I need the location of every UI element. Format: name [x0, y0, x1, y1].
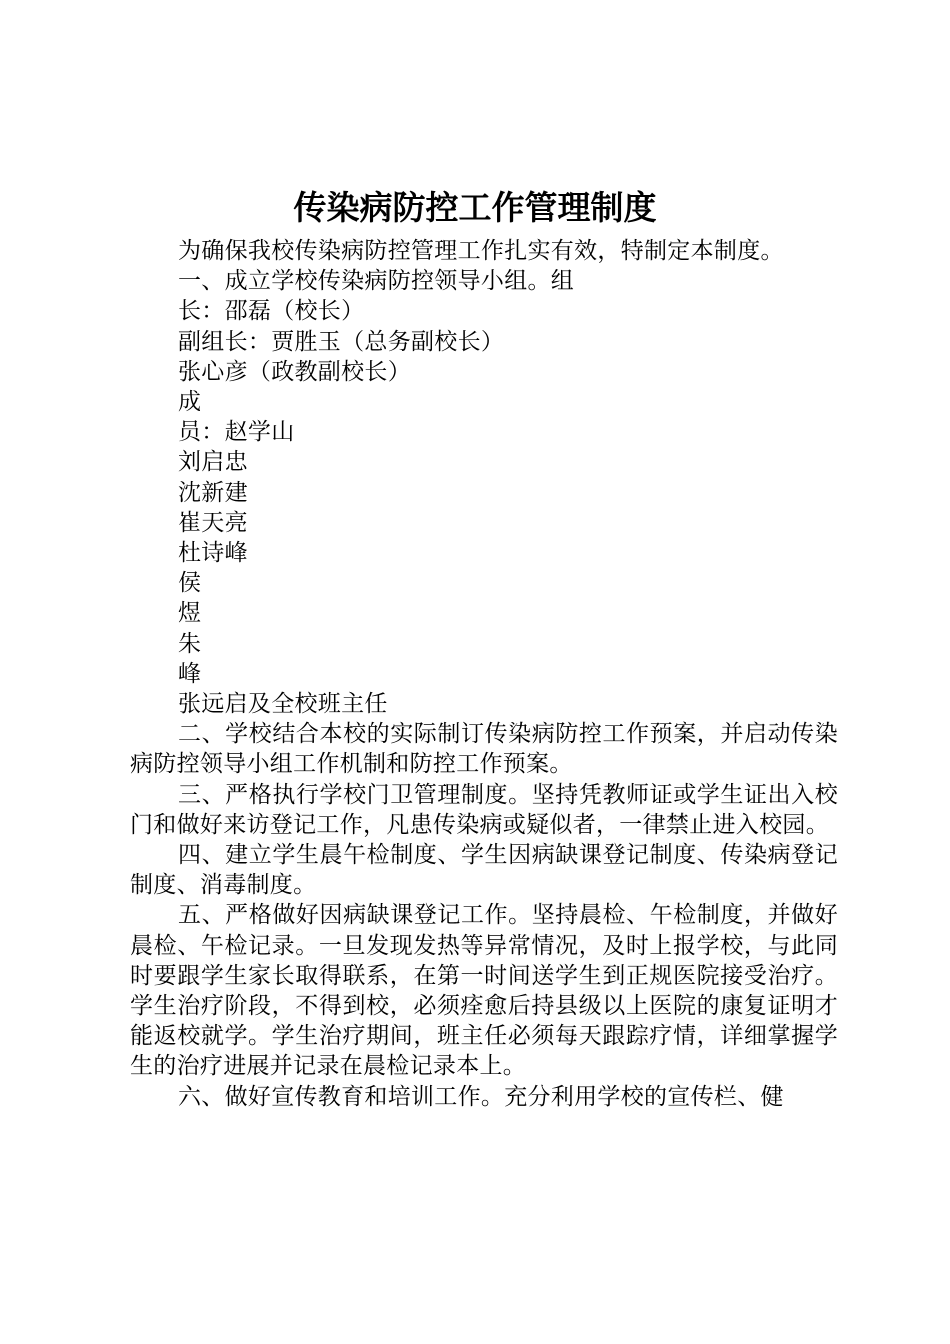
- deputy-leader-line-2: 张心彦（政教副校长）: [178, 358, 411, 385]
- section-5-paragraph: 五、严格做好因病缺课登记工作。坚持晨检、午检制度，并做好晨检、午检记录。一旦发现发热等异常情况，及时上报学校，与此同时要跟学生家长取得联系，在第一时间送学生到正规医院接受治疗。学生治疗阶段，不得到校，必须痊愈后持县级以上医院的康复证明才能返校就学。学生治疗期间，班主任必须每天跟踪疗情，详细掌握学生的治疗进展并记录在晨检记录本上。: [130, 902, 838, 1080]
- member-line-3: 沈新建: [178, 479, 248, 506]
- deputy-leader-line-1: 副组长：贾胜玉（总务副校长）: [178, 328, 505, 355]
- page-title: 传染病防控工作管理制度: [293, 188, 657, 227]
- leader-line: 长：邵磊（校长）: [178, 298, 365, 325]
- intro-paragraph: 为确保我校传染病防控管理工作扎实有效，特制定本制度。: [178, 238, 784, 264]
- member-line-6a: 侯: [178, 570, 202, 597]
- section-1-heading: 一、成立学校传染病防控领导小组。组: [178, 268, 575, 295]
- member-line-7a: 朱: [178, 630, 202, 657]
- member-prefix-line: 成: [178, 389, 202, 416]
- section-2-paragraph: 二、学校结合本校的实际制订传染病防控工作预案，并启动传染病防控领导小组工作机制和防控工作预案。: [130, 721, 838, 778]
- member-line-8: 张远启及全校班主任: [178, 691, 388, 718]
- member-line-1: 员：赵学山: [178, 419, 295, 446]
- member-line-6b: 煜: [178, 600, 202, 627]
- member-line-7b: 峰: [178, 660, 202, 687]
- document-body: [130, 236, 838, 1112]
- member-line-4: 崔天亮: [178, 509, 248, 536]
- section-4-paragraph: 四、建立学生晨午检制度、学生因病缺课登记制度、传染病登记制度、消毒制度。: [130, 842, 838, 899]
- member-line-2: 刘启忠: [178, 449, 248, 476]
- section-3-paragraph: 三、严格执行学校门卫管理制度。坚持凭教师证或学生证出入校门和做好来访登记工作，凡患传染病或疑似者，一律禁止进入校园。: [130, 781, 838, 838]
- section-6-paragraph: 六、做好宣传教育和培训工作。充分利用学校的宣传栏、健: [178, 1083, 784, 1110]
- member-line-5: 杜诗峰: [178, 540, 248, 567]
